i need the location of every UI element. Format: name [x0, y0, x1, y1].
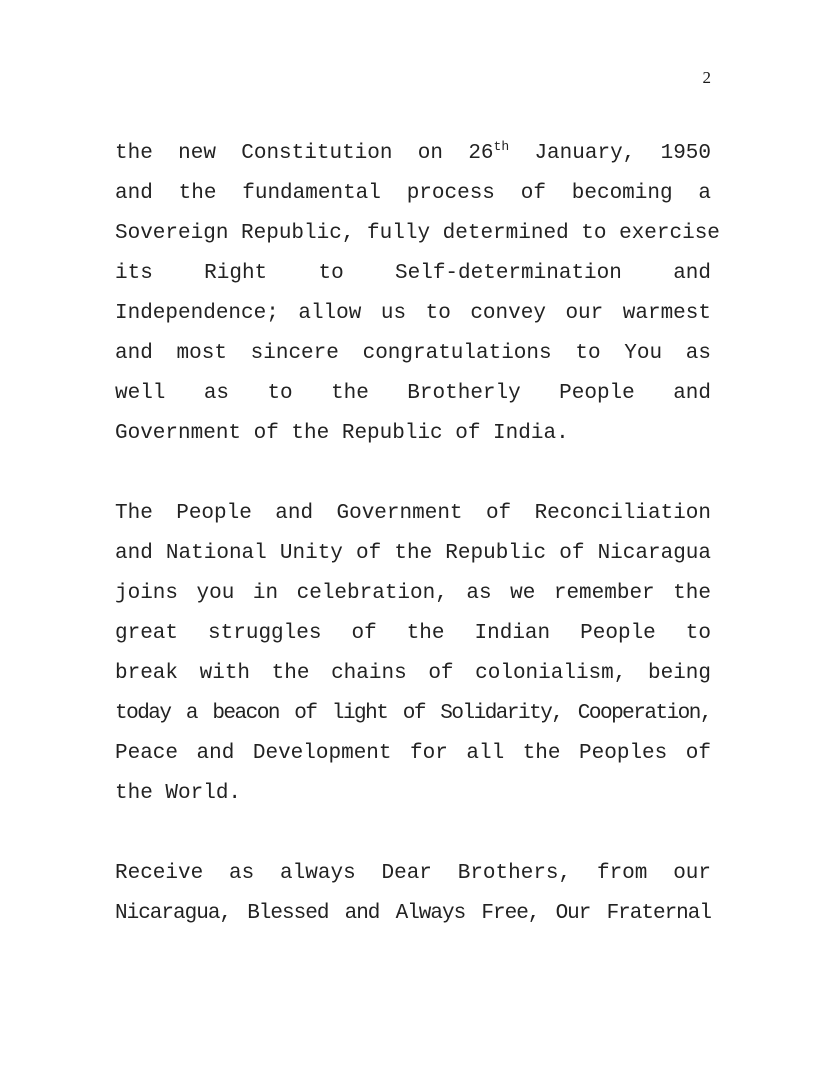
- paragraph-closing: [115, 854, 711, 934]
- text-line: Peace and Development for all the Peoples of: [115, 742, 711, 765]
- text-line: joins you in celebration, as we remember the: [115, 582, 711, 605]
- paragraph-spacer: [115, 454, 711, 494]
- paragraph-spacer: [115, 814, 711, 854]
- text-line: and National Unity of the Republic of Nicaragua: [115, 542, 711, 565]
- text-line: and the fundamental process of becoming a: [115, 182, 711, 205]
- text-line: and most sincere congratulations to You as: [115, 342, 711, 365]
- page-number: 2: [702, 68, 711, 87]
- text-line: break with the chains of colonialism, being: [115, 662, 711, 685]
- paragraph-celebration: [115, 494, 711, 814]
- text-line: great struggles of the Indian People to: [115, 622, 711, 645]
- text-line: [115, 134, 711, 174]
- text-segment: the new Constitution on 26: [115, 142, 494, 165]
- text-line: The People and Government of Reconciliation: [115, 502, 711, 525]
- paragraph-constitution: [115, 134, 720, 454]
- text-line: today a beacon of light of Solidarity, Cooperation,: [115, 702, 711, 725]
- text-line: the World.: [115, 782, 242, 805]
- text-line: its Right to Self-determination and: [115, 262, 711, 285]
- ordinal-superscript: th: [493, 139, 510, 155]
- text-segment: January, 1950: [509, 142, 712, 165]
- text-line: Nicaragua, Blessed and Always Free, Our Fraternal: [115, 902, 711, 925]
- text-line: Government of the Republic of India.: [115, 422, 569, 445]
- text-line: Independence; allow us to convey our warmest: [115, 302, 711, 325]
- text-line: Receive as always Dear Brothers, from our: [115, 862, 711, 885]
- text-line: well as to the Brotherly People and: [115, 382, 711, 405]
- letter-body: [115, 134, 720, 934]
- text-line: Sovereign Republic, fully determined to exercise: [115, 222, 720, 245]
